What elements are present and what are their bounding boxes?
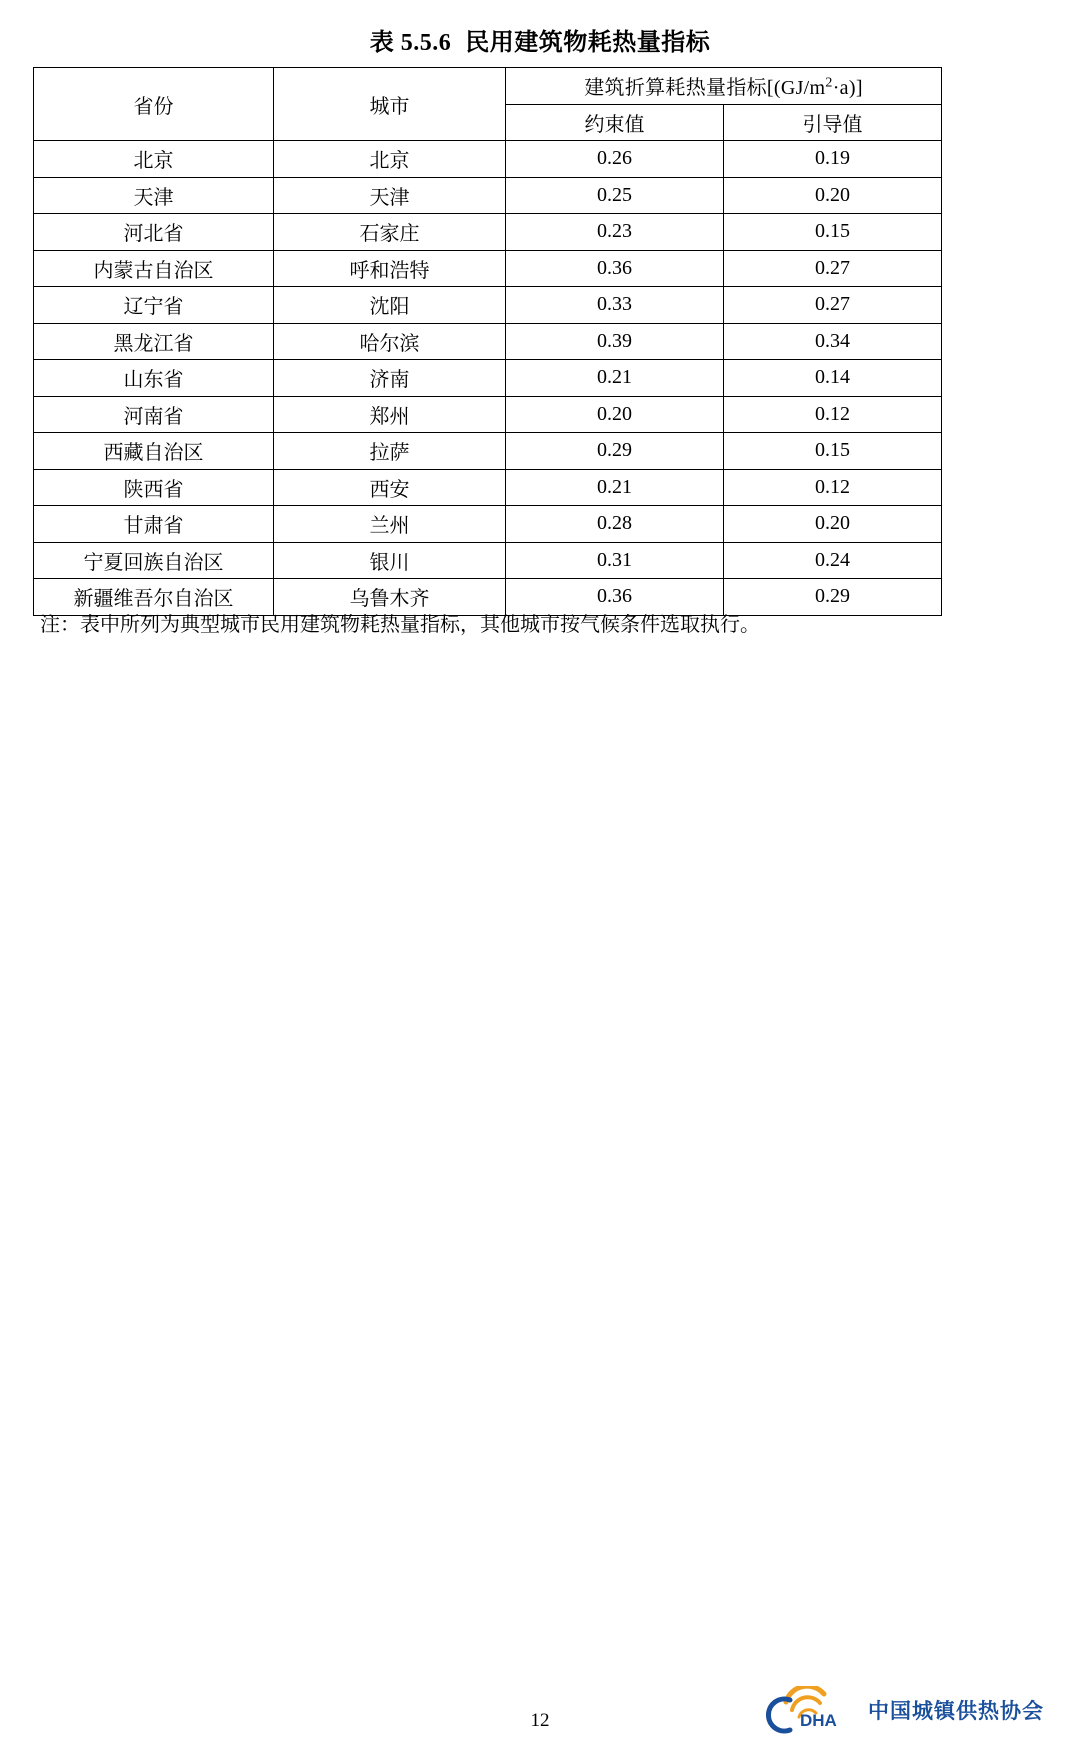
cell-guide: 0.29 [724, 579, 942, 616]
cell-constraint: 0.36 [506, 250, 724, 287]
cell-province: 甘肃省 [34, 506, 274, 543]
cell-city: 天津 [274, 177, 506, 214]
header-province: 省份 [34, 68, 274, 141]
table-row [34, 250, 942, 287]
page-number: 12 [530, 1710, 550, 1731]
cell-constraint: 0.39 [506, 323, 724, 360]
cell-constraint: 0.31 [506, 542, 724, 579]
cell-guide: 0.14 [724, 360, 942, 397]
table-row [34, 214, 942, 251]
table-row [34, 542, 942, 579]
cell-guide: 0.20 [724, 506, 942, 543]
table-header-row-1 [34, 68, 942, 105]
cell-guide: 0.20 [724, 177, 942, 214]
cell-province: 辽宁省 [34, 287, 274, 324]
table-row [34, 177, 942, 214]
cell-guide: 0.15 [724, 433, 942, 470]
cell-guide: 0.12 [724, 396, 942, 433]
cell-guide: 0.27 [724, 287, 942, 324]
cell-province: 新疆维吾尔自治区 [34, 579, 274, 616]
cell-constraint: 0.36 [506, 579, 724, 616]
cell-guide: 0.15 [724, 214, 942, 251]
cell-constraint: 0.25 [506, 177, 724, 214]
cell-constraint: 0.23 [506, 214, 724, 251]
cell-province: 北京 [34, 141, 274, 178]
cell-city: 拉萨 [274, 433, 506, 470]
table-row [34, 396, 942, 433]
cell-city: 乌鲁木齐 [274, 579, 506, 616]
cell-constraint: 0.21 [506, 360, 724, 397]
cell-constraint: 0.29 [506, 433, 724, 470]
cell-province: 河南省 [34, 396, 274, 433]
footer-logo [766, 1686, 1044, 1734]
table-row [34, 433, 942, 470]
cell-city: 石家庄 [274, 214, 506, 251]
header-index-group-tail: ·a)] [832, 77, 863, 100]
table-body [34, 141, 942, 616]
cell-province: 西藏自治区 [34, 433, 274, 470]
table-title-text: 民用建筑物耗热量指标 [465, 30, 711, 56]
cell-city: 兰州 [274, 506, 506, 543]
cell-province: 陕西省 [34, 469, 274, 506]
cell-guide: 0.27 [724, 250, 942, 287]
header-index-group-text: 建筑折算耗热量指标[(GJ/m [584, 77, 826, 100]
heat-consumption-table [33, 67, 942, 616]
cell-province: 黑龙江省 [34, 323, 274, 360]
header-guide-value: 引导值 [724, 104, 942, 141]
cell-city: 西安 [274, 469, 506, 506]
cell-guide: 0.12 [724, 469, 942, 506]
header-constraint-value: 约束值 [506, 104, 724, 141]
cell-city: 沈阳 [274, 287, 506, 324]
cell-province: 山东省 [34, 360, 274, 397]
svg-text:DHA: DHA [800, 1711, 837, 1730]
cdha-logo-name: 中国城镇供热协会 [868, 1700, 1044, 1723]
cell-constraint: 0.20 [506, 396, 724, 433]
cell-city: 郑州 [274, 396, 506, 433]
cell-city: 济南 [274, 360, 506, 397]
cell-constraint: 0.26 [506, 141, 724, 178]
header-index-superscript: 2 [825, 75, 833, 91]
table-row [34, 469, 942, 506]
cell-city: 北京 [274, 141, 506, 178]
table-note: 注：表中所列为典型城市民用建筑物耗热量指标，其他城市按气候条件选取执行。 [40, 614, 760, 636]
cdha-logo-icon [766, 1686, 858, 1734]
cell-guide: 0.19 [724, 141, 942, 178]
table-header [34, 68, 942, 141]
table-row [34, 141, 942, 178]
table-title-number: 表 5.5.6 [369, 30, 452, 56]
cell-constraint: 0.33 [506, 287, 724, 324]
table-row [34, 360, 942, 397]
table-row [34, 287, 942, 324]
table-title [0, 22, 1080, 57]
cell-guide: 0.24 [724, 542, 942, 579]
cell-city: 呼和浩特 [274, 250, 506, 287]
header-index-group [506, 68, 942, 105]
cell-constraint: 0.21 [506, 469, 724, 506]
cell-province: 天津 [34, 177, 274, 214]
cell-city: 银川 [274, 542, 506, 579]
header-city: 城市 [274, 68, 506, 141]
cell-guide: 0.34 [724, 323, 942, 360]
cell-province: 宁夏回族自治区 [34, 542, 274, 579]
table-row [34, 506, 942, 543]
cell-province: 河北省 [34, 214, 274, 251]
cell-city: 哈尔滨 [274, 323, 506, 360]
cell-province: 内蒙古自治区 [34, 250, 274, 287]
cell-constraint: 0.28 [506, 506, 724, 543]
table-row [34, 323, 942, 360]
